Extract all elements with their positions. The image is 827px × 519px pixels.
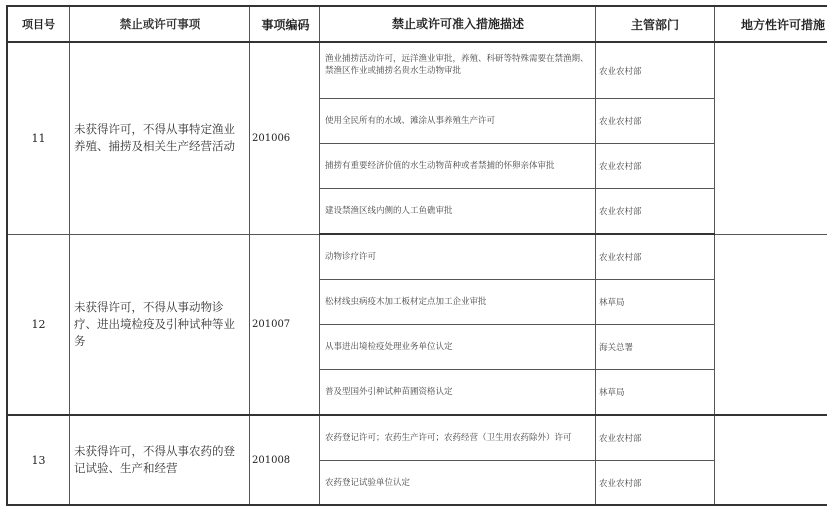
measure-desc: 渔业捕捞活动许可，远洋渔业审批，养殖、科研等特殊需要在禁渔期、禁渔区作业或捕捞名贵水生动物审批 — [320, 42, 596, 99]
measure-desc: 普及型国外引种试种苗圃资格认定 — [320, 370, 596, 416]
measure-desc: 从事进出境检疫处理业务单位认定 — [320, 325, 596, 370]
measure-desc: 使用全民所有的水域、滩涂从事养殖生产许可 — [320, 99, 596, 144]
row-local — [715, 234, 827, 415]
measure-desc: 动物诊疗许可 — [320, 234, 596, 280]
header-item: 禁止或许可事项 — [70, 6, 250, 42]
header-no: 项目号 — [7, 6, 70, 42]
row-item: 未获得许可，不得从事农药的登记试验、生产和经营 — [70, 415, 250, 505]
header-row — [7, 6, 827, 42]
measure-dept: 农业农村部 — [596, 144, 715, 189]
measure-desc: 捕捞有重要经济价值的水生动物苗种或者禁捕的怀卵亲体审批 — [320, 144, 596, 189]
row-no: 13 — [7, 415, 70, 505]
measure-dept: 农业农村部 — [596, 415, 715, 461]
measure-dept: 农业农村部 — [596, 234, 715, 280]
table-row — [7, 234, 827, 280]
permit-table — [6, 5, 827, 506]
header-code: 事项编码 — [250, 6, 320, 42]
measure-dept: 林草局 — [596, 280, 715, 325]
measure-desc: 松材线虫病疫木加工板材定点加工企业审批 — [320, 280, 596, 325]
row-code: 201006 — [250, 42, 320, 234]
row-no: 12 — [7, 234, 70, 415]
measure-dept: 海关总署 — [596, 325, 715, 370]
measure-desc: 农药登记许可；农药生产许可；农药经营（卫生用农药除外）许可 — [320, 415, 596, 461]
row-code: 201008 — [250, 415, 320, 505]
table-row — [7, 42, 827, 99]
row-code: 201007 — [250, 234, 320, 415]
measure-dept: 农业农村部 — [596, 461, 715, 506]
measure-desc: 建设禁渔区线内侧的人工鱼礁审批 — [320, 189, 596, 235]
row-local — [715, 42, 827, 234]
row-item: 未获得许可，不得从事动物诊疗、进出境检疫及引种试种等业务 — [70, 234, 250, 415]
measure-dept: 农业农村部 — [596, 99, 715, 144]
header-local: 地方性许可措施 — [715, 6, 827, 42]
measure-dept: 农业农村部 — [596, 42, 715, 99]
measure-dept: 林草局 — [596, 370, 715, 416]
row-item: 未获得许可，不得从事特定渔业养殖、捕捞及相关生产经营活动 — [70, 42, 250, 234]
measure-desc: 农药登记试验单位认定 — [320, 461, 596, 506]
header-desc: 禁止或许可准入措施描述 — [320, 6, 596, 42]
measure-dept: 农业农村部 — [596, 189, 715, 235]
table-row — [7, 415, 827, 461]
row-local — [715, 415, 827, 505]
row-no: 11 — [7, 42, 70, 234]
header-dept: 主管部门 — [596, 6, 715, 42]
